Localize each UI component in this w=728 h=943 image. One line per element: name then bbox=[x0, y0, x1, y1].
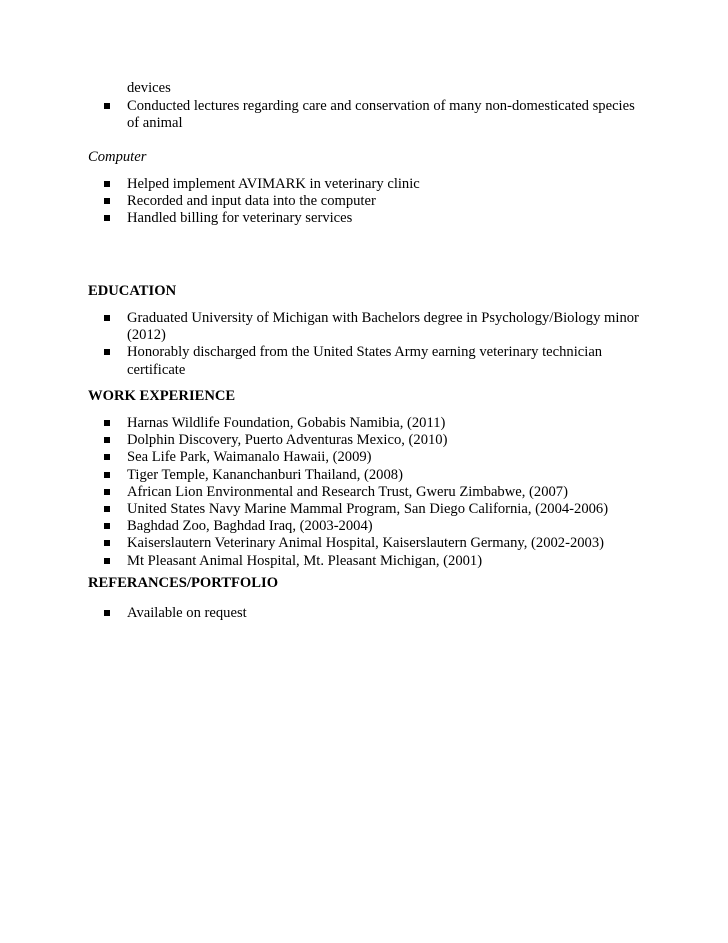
list-item-text: Sea Life Park, Waimanalo Hawaii, (2009) bbox=[127, 449, 372, 466]
list-item bbox=[88, 553, 648, 570]
list-item bbox=[88, 501, 648, 518]
list-item-text: Kaiserslautern Veterinary Animal Hospital, Kaiserslautern Germany, (2002-2003) bbox=[127, 535, 604, 552]
list-item-text: Conducted lectures regarding care and conservation of many non-domesticated species of animal bbox=[127, 98, 635, 132]
continuation-text: devices bbox=[127, 80, 171, 96]
list-item-text: Harnas Wildlife Foundation, Gobabis Namibia, (2011) bbox=[127, 415, 446, 431]
list-item bbox=[88, 484, 648, 501]
bullet-icon bbox=[104, 558, 110, 564]
list-item-text: Handled billing for veterinary services bbox=[127, 210, 353, 227]
bullet-icon bbox=[104, 349, 110, 355]
list-item-text: African Lion Environmental and Research Trust, Gweru Zimbabwe, (2007) bbox=[127, 483, 568, 500]
list-item bbox=[88, 467, 648, 484]
bullet-icon bbox=[104, 181, 110, 187]
list-item-text: Dolphin Discovery, Puerto Adventuras Mexico, (2010) bbox=[127, 432, 448, 449]
list-item-text: Helped implement AVIMARK in veterinary clinic bbox=[127, 176, 420, 192]
list-item bbox=[88, 535, 648, 552]
work-experience-heading: WORK EXPERIENCE bbox=[88, 388, 236, 404]
education-heading: EDUCATION bbox=[88, 283, 177, 299]
lecture-list bbox=[88, 98, 648, 132]
list-item bbox=[88, 193, 648, 210]
list-item bbox=[88, 432, 648, 449]
computer-subheading: Computer bbox=[88, 149, 147, 165]
references-list bbox=[88, 605, 648, 622]
bullet-icon bbox=[104, 420, 110, 426]
list-item bbox=[88, 176, 648, 193]
list-item-text: Graduated University of Michigan with Bachelors degree in Psychology/Biology minor (2012) bbox=[127, 310, 639, 344]
bullet-icon bbox=[104, 198, 110, 204]
list-item bbox=[88, 415, 648, 432]
list-item bbox=[88, 98, 648, 132]
bullet-icon bbox=[104, 489, 110, 495]
list-item-text: Honorably discharged from the United States Army earning veterinary technician certificate bbox=[127, 344, 603, 378]
bullet-icon bbox=[104, 610, 110, 616]
references-heading: REFERANCES/PORTFOLIO bbox=[88, 575, 279, 591]
education-list bbox=[88, 310, 648, 379]
bullet-icon bbox=[104, 215, 110, 221]
list-item-text: United States Navy Marine Mammal Program, San Diego California, (2004-2006) bbox=[127, 501, 609, 518]
list-item bbox=[88, 310, 648, 344]
bullet-icon bbox=[104, 472, 110, 478]
computer-list bbox=[88, 176, 648, 228]
list-item bbox=[88, 210, 648, 227]
list-item-text: Baghdad Zoo, Baghdad Iraq, (2003-2004) bbox=[127, 518, 373, 535]
list-item-text: Recorded and input data into the computer bbox=[127, 193, 376, 210]
list-item bbox=[88, 449, 648, 466]
bullet-icon bbox=[104, 103, 110, 109]
bullet-icon bbox=[104, 523, 110, 529]
bullet-icon bbox=[104, 454, 110, 460]
list-item bbox=[88, 518, 648, 535]
list-item bbox=[88, 344, 648, 378]
list-item bbox=[88, 605, 648, 622]
list-item-text: Tiger Temple, Kananchanburi Thailand, (2008) bbox=[127, 466, 403, 483]
bullet-icon bbox=[104, 506, 110, 512]
work-experience-list bbox=[88, 415, 648, 570]
bullet-icon bbox=[104, 540, 110, 546]
bullet-icon bbox=[104, 437, 110, 443]
list-item-text: Mt Pleasant Animal Hospital, Mt. Pleasant Michigan, (2001) bbox=[127, 552, 483, 569]
list-item-text: Available on request bbox=[127, 605, 247, 621]
bullet-icon bbox=[104, 315, 110, 321]
